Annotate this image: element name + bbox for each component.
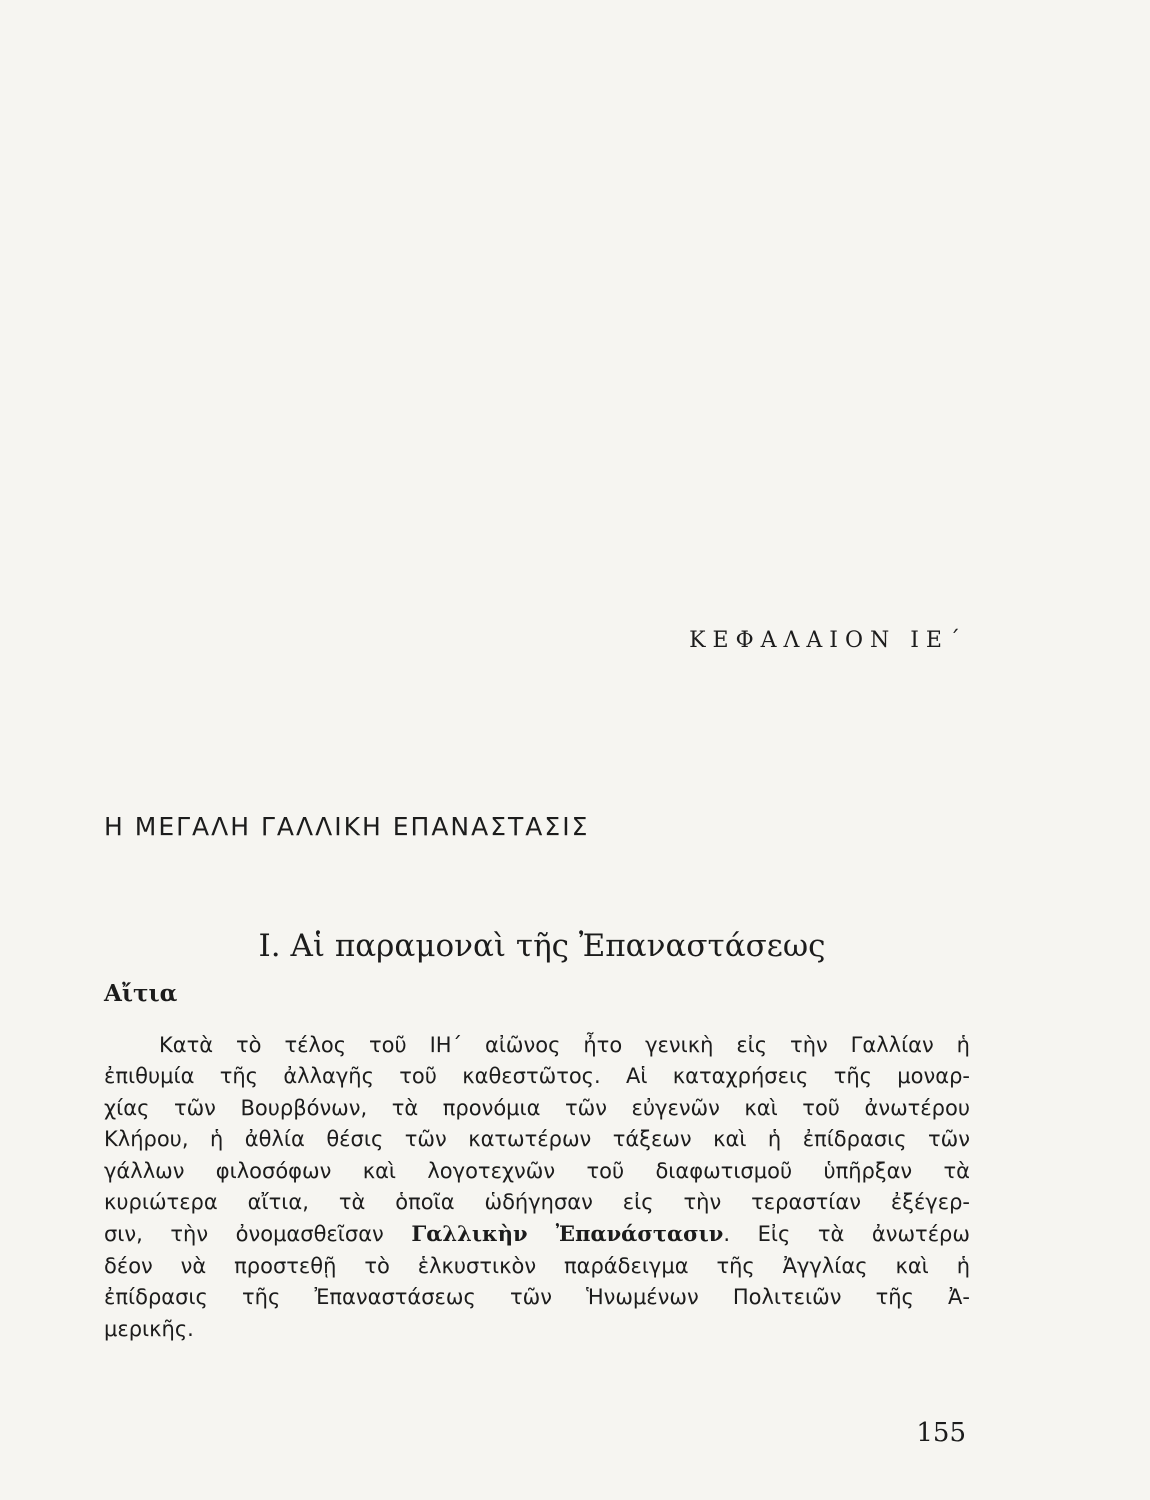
subsection-heading: Αἴτια [104, 980, 178, 1007]
body-line: μερικῆς. [104, 1316, 194, 1341]
emphasized-term: Γαλλικὴν Ἐπανάστασιν [411, 1221, 724, 1247]
body-line: ἐπίδρασις τῆς Ἐπαναστάσεως τῶν Ἡνωμένων Πολιτειῶν τῆς Ἀ- [104, 1285, 970, 1310]
part-title: Η ΜΕΓΑΛΗ ΓΑΛΛΙΚΗ ΕΠΑΝΑΣΤΑΣΙΣ [104, 812, 590, 841]
body-line: δέον νὰ προστεθῇ τὸ ἑλκυστικὸν παράδειγμα τῆς Ἀγγλίας καὶ ἡ [104, 1253, 970, 1278]
body-line: ἐπιθυμία τῆς ἀλλαγῆς τοῦ καθεστῶτος. Αἱ καταχρήσεις τῆς μοναρ- [104, 1064, 970, 1089]
body-line-with-emphasis [104, 1218, 970, 1250]
body-line: Κλήρου, ἡ ἀθλία θέσις τῶν κατωτέρων τάξεων καὶ ἡ ἐπίδρασις τῶν [104, 1127, 970, 1152]
section-title: Ι. Αἱ παραμοναὶ τῆς Ἐπαναστάσεως [258, 928, 826, 964]
body-text-run: σιν, τὴν ὀνομασθεῖσαν [104, 1222, 412, 1247]
body-line: Κατὰ τὸ τέλος τοῦ ΙΗ΄ αἰῶνος ἦτο γενικὴ εἰς τὴν Γαλλίαν ἡ [159, 1033, 970, 1057]
chapter-label: ΚΕΦΑΛΑΙΟΝ ΙΕ΄ [689, 628, 967, 653]
body-text-run: . Εἰς τὰ ἀνωτέρω [723, 1222, 970, 1247]
body-paragraph [104, 1030, 970, 1345]
page-number: 155 [916, 1418, 966, 1448]
body-line: χίας τῶν Βουρβόνων, τὰ προνόμια τῶν εὐγενῶν καὶ τοῦ ἀνωτέρου [104, 1095, 970, 1120]
body-line: κυριώτερα αἴτια, τὰ ὁποῖα ὡδήγησαν εἰς τὴν τεραστίαν ἐξέγερ- [104, 1190, 970, 1215]
body-line: γάλλων φιλοσόφων καὶ λογοτεχνῶν τοῦ διαφωτισμοῦ ὑπῆρξαν τὰ [104, 1158, 970, 1183]
